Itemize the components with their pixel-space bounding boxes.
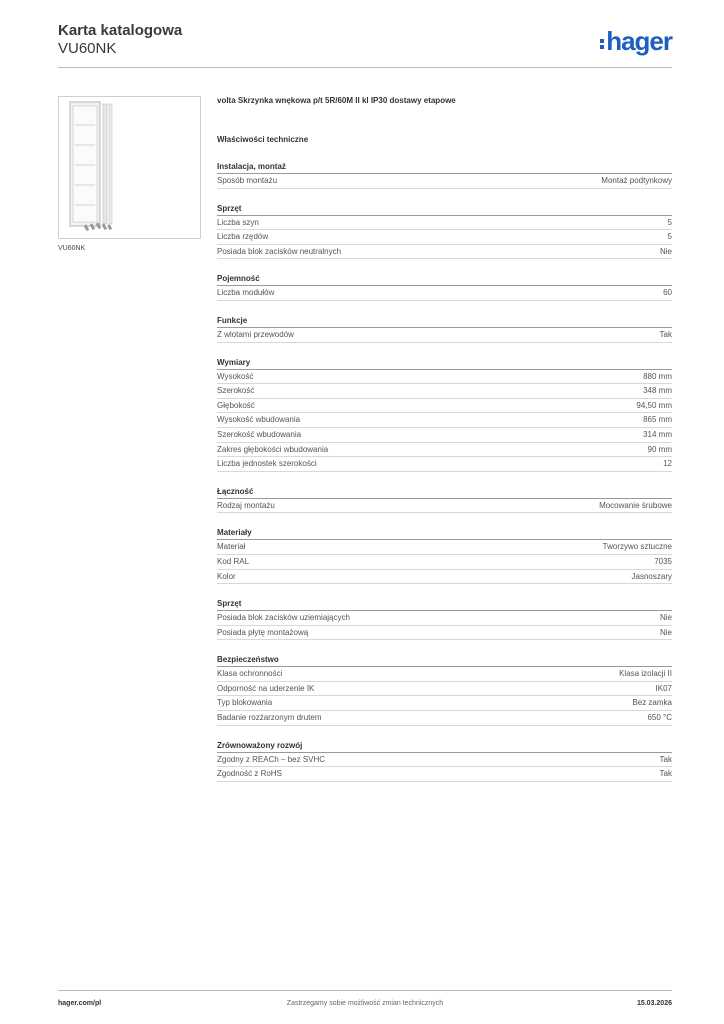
property-section [217,654,672,725]
property-value: Nie [659,613,672,623]
property-value: IK07 [655,683,672,693]
property-value: 865 mm [643,415,672,425]
property-row [217,384,672,399]
property-label: Liczba rzędów [217,232,269,242]
section-title: Sprzęt [217,203,672,216]
property-section [217,740,672,782]
enclosure-icon [59,97,200,238]
property-row [217,711,672,726]
property-label: Wysokość [217,371,254,381]
property-label: Sposób montażu [217,176,278,185]
property-value: 5 [667,232,672,242]
product-image [58,96,201,239]
property-label: Badanie rozżarzonym drutem [217,713,322,723]
property-label: Posiada blok zacisków uziemiających [217,613,350,623]
property-row [217,230,672,245]
property-value: Klasa izolacji II [619,669,672,679]
logo-colon-icon [600,39,604,49]
property-value: Mocowanie śrubowe [599,500,672,510]
property-row [217,328,672,343]
section-title: Instalacja, montaż [217,161,672,174]
property-row [217,667,672,682]
property-label: Zgodny z REACh – bez SVHC [217,754,326,764]
logo-text: hager [606,26,672,56]
section-title: Materiały [217,527,672,540]
property-row [217,443,672,458]
property-value: 7035 [654,556,672,566]
page-header [58,22,672,68]
property-label: Odporność na uderzenie IK [217,683,315,693]
property-label: Kod RAL [217,556,250,566]
property-row [217,245,672,260]
property-section [217,527,672,584]
footer-disclaimer: Zastrzegamy sobie możliwość zmian technicznych [286,1000,444,1007]
property-section [217,203,672,260]
properties-sections [217,161,672,782]
property-value: Tak [659,769,672,779]
page-footer [58,990,672,1014]
property-label: Głębokość [217,400,255,410]
property-value: Tak [659,329,672,339]
property-row [217,413,672,428]
property-label: Rodzaj montażu [217,500,275,510]
property-row [217,767,672,782]
property-row [217,696,672,711]
property-row [217,499,672,514]
property-label: Materiał [217,542,246,552]
product-image-caption: VU60NK [58,245,86,252]
property-value: Nie [659,246,672,256]
property-value: 314 mm [643,429,672,439]
property-section [217,315,672,343]
property-row [217,682,672,697]
property-value: 5 [667,217,672,227]
property-label: Szerokość wbudowania [217,429,302,439]
property-value: 880 mm [643,371,672,381]
property-section [217,486,672,514]
property-label: Posiada blok zacisków neutralnych [217,246,342,256]
property-label: Liczba szyn [217,217,259,227]
product-description: volta Skrzynka wnękowa p/t 5R/60M II kl IP30 dostawy etapowe [217,96,456,105]
property-row [217,286,672,301]
section-title: Pojemność [217,273,672,286]
property-label: Wysokość wbudowania [217,415,301,425]
property-value: 94,50 mm [636,400,672,410]
property-section [217,273,672,301]
property-label: Z wlotami przewodów [217,329,294,339]
property-row [217,540,672,555]
property-row [217,399,672,414]
property-value: Montaż podtynkowy [601,176,672,185]
property-label: Posiada płytę montażową [217,627,309,637]
section-title: Funkcje [217,315,672,328]
property-row [217,555,672,570]
property-value: 60 [663,288,672,298]
property-label: Szerokość [217,386,255,396]
property-row [217,457,672,472]
section-title: Łączność [217,486,672,499]
property-label: Typ blokowania [217,698,273,708]
property-label: Zakres głębokości wbudowania [217,444,329,454]
document-title: Karta katalogowa [58,22,183,39]
property-value: Tworzywo sztuczne [602,542,672,552]
hager-logo [600,26,672,56]
section-title: Wymiary [217,357,672,370]
footer-website: hager.com/pl [58,1000,102,1007]
property-value: 650 °C [647,713,672,723]
property-section [217,161,672,189]
property-row [217,428,672,443]
property-label: Zgodność z RoHS [217,769,282,779]
property-value: Jasnoszary [631,571,672,581]
section-title: Zrównoważony rozwój [217,740,672,753]
property-value: 348 mm [643,386,672,396]
property-value: Tak [659,754,672,764]
property-value: 90 mm [647,444,672,454]
section-title: Sprzęt [217,598,672,611]
property-row [217,611,672,626]
property-row [217,626,672,641]
property-row [217,216,672,231]
property-row [217,753,672,768]
section-title: Bezpieczeństwo [217,654,672,667]
product-code: VU60NK [58,40,117,57]
product-details [217,96,672,782]
footer-date: 15.03.2026 [636,1000,672,1007]
property-label: Kolor [217,571,236,581]
property-row [217,570,672,585]
property-label: Liczba jednostek szerokości [217,459,317,469]
property-row [217,370,672,385]
property-value: Bez zamka [632,698,672,708]
property-label: Liczba modułów [217,288,275,298]
property-label: Klasa ochronności [217,669,283,679]
property-section [217,357,672,472]
property-section [217,598,672,640]
property-row [217,174,672,189]
properties-title: Właściwości techniczne [217,135,309,144]
property-value: Nie [659,627,672,637]
property-value: 12 [663,459,672,469]
